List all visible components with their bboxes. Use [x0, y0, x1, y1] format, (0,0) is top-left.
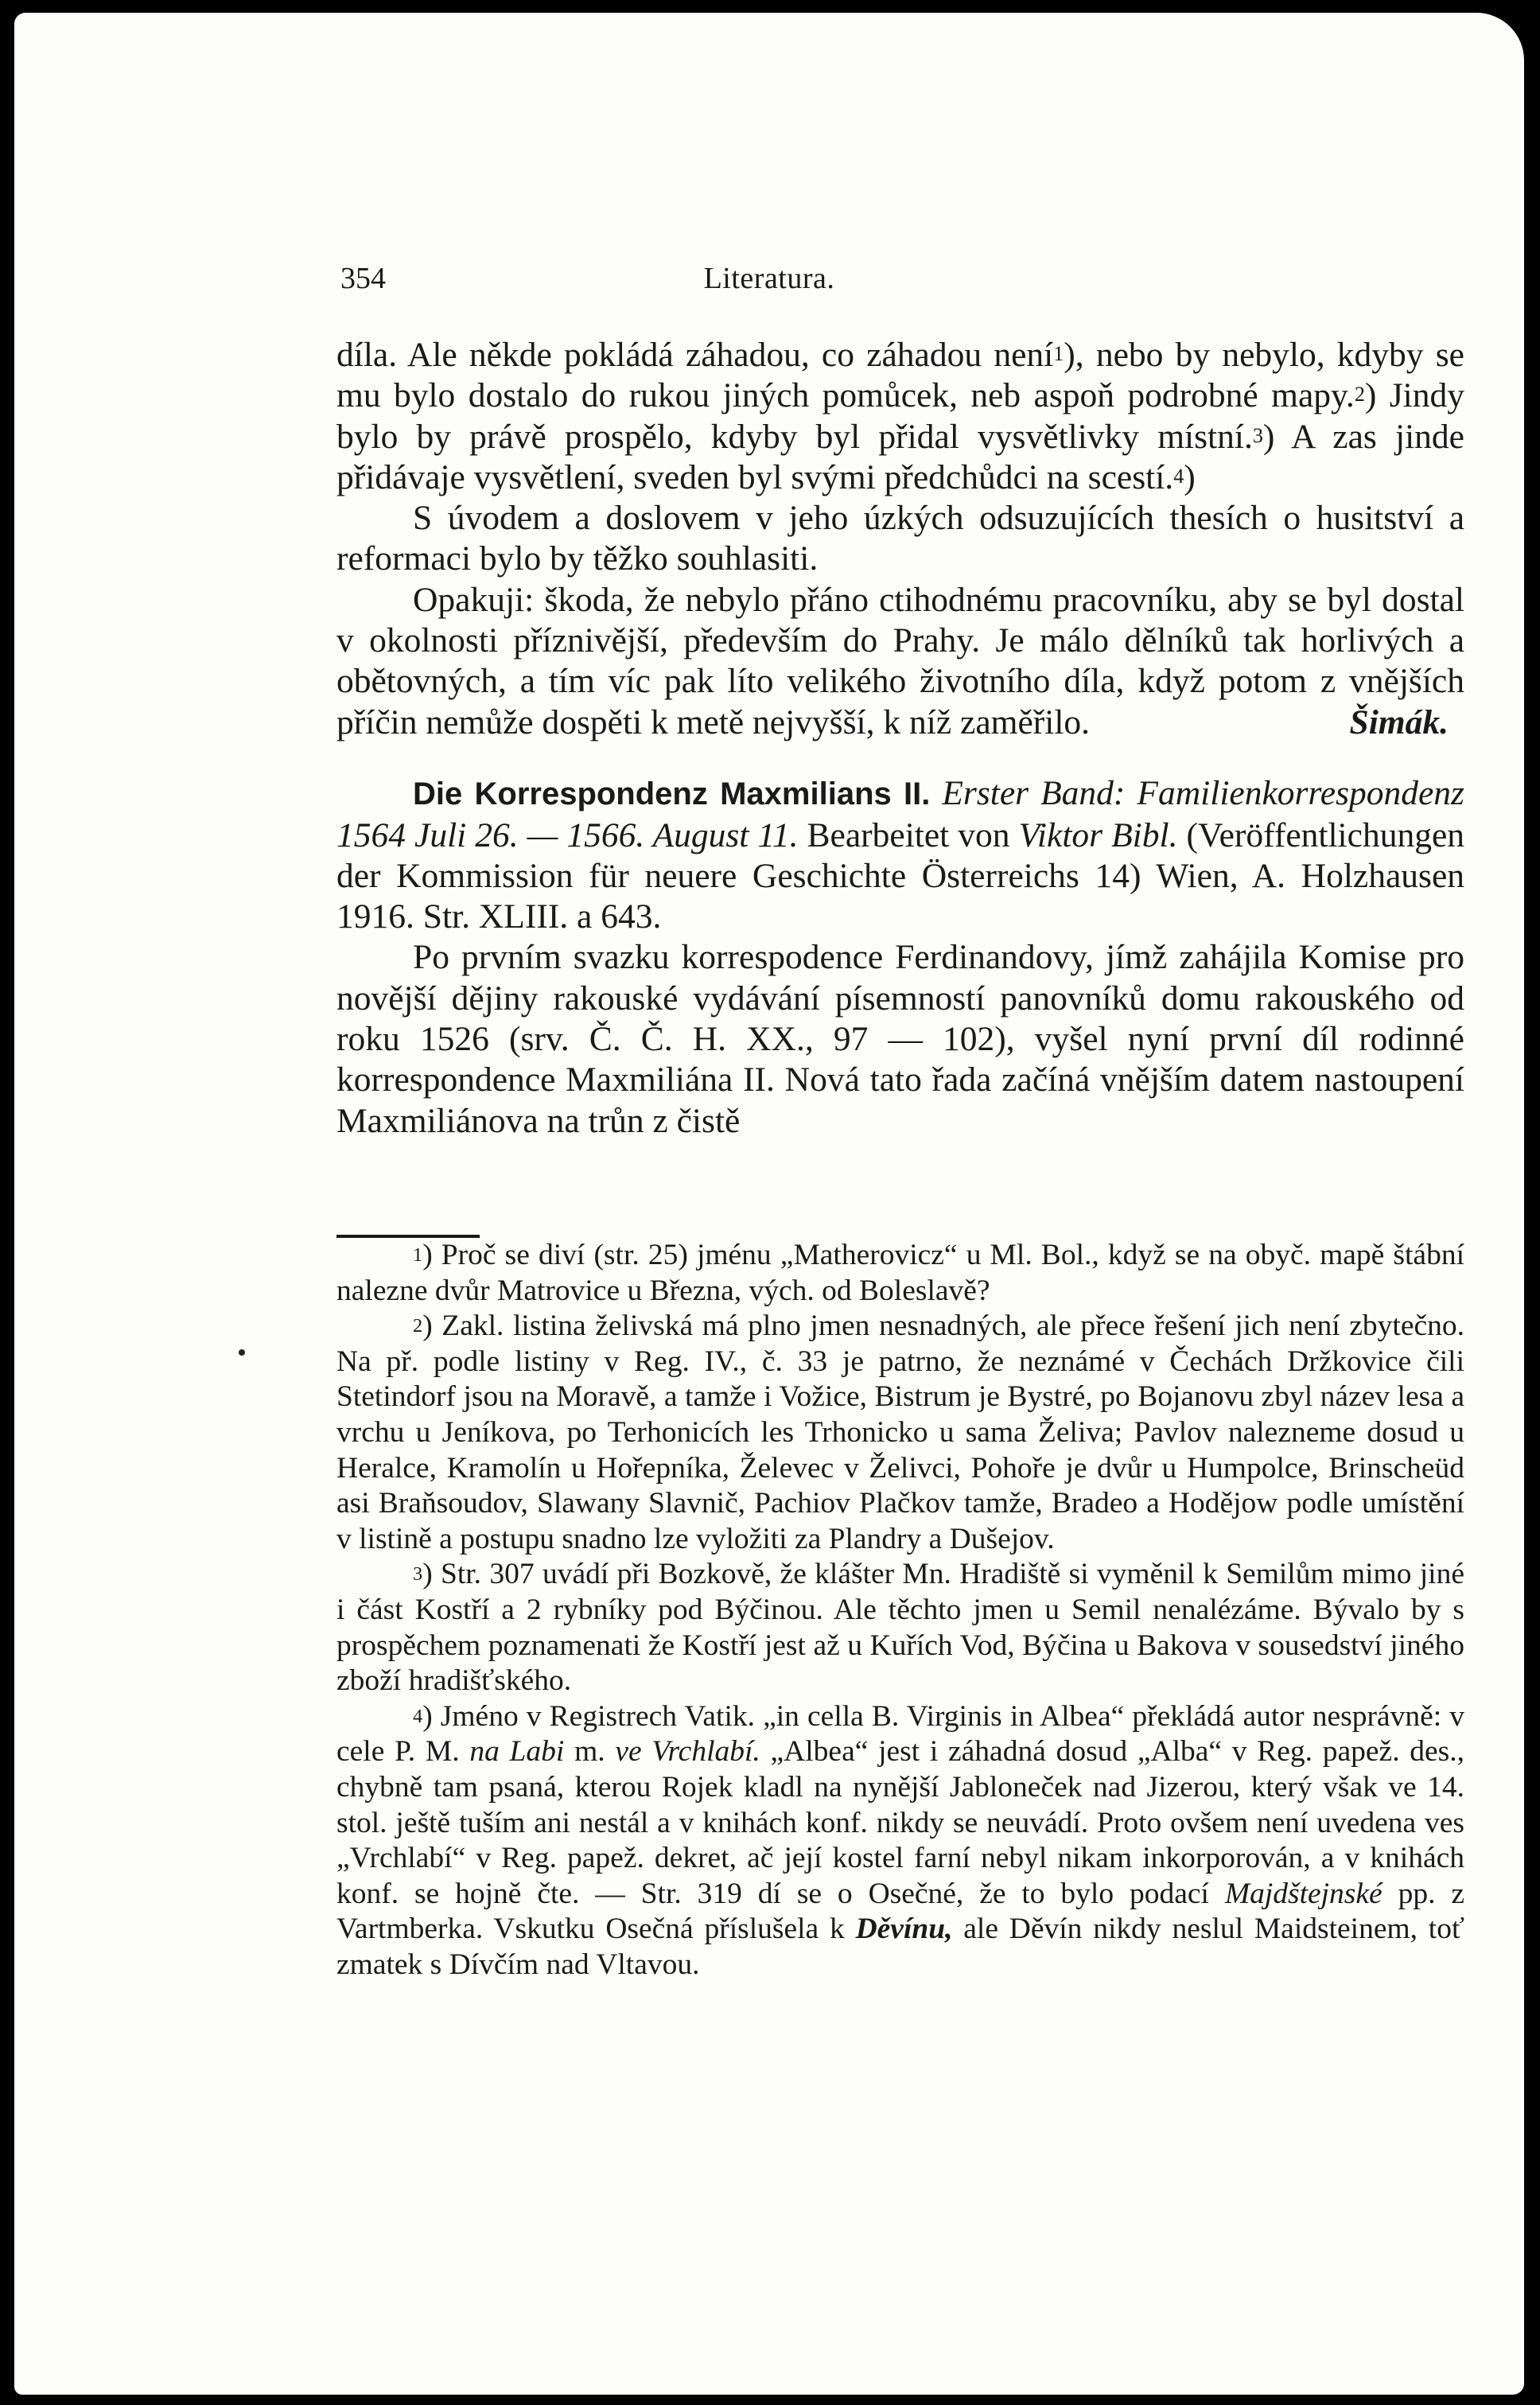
- footnote-text: ale Děvín nikdy neslul Maidsteinem, toť zmatek s Dívčím nad Vltavou.: [336, 1913, 1464, 1981]
- running-title: Literatura.: [703, 262, 835, 295]
- review-subtitle: Erster Band: Familienkorrespondenz 1564 Juli 26. — 1566. August 11.: [336, 774, 1464, 854]
- text-run: ): [1184, 457, 1196, 496]
- page: [14, 13, 1524, 2395]
- text-run: ), nebo by nebylo, kdyby se mu bylo dostalo do rukou jiných pomůcek, neb aspoň podrobné mapy.: [336, 336, 1464, 415]
- review-title: Die Korrespondenz Maxmilians II.: [413, 776, 931, 812]
- footnote-mark: 3: [413, 1563, 423, 1586]
- footnote: [336, 1699, 1464, 1983]
- footnote-italic: Děvínu,: [855, 1913, 953, 1946]
- page-number: 354: [340, 262, 386, 295]
- footnote-text: „Albea“ jest i záhadná dosud „Alba“ v Reg. papež. des., chybně tam psaná, kterou Rojek kladl na nynější Jabloneček nad Jizerou, který však ve 14. stol. ještě tuším ani nestál a v knihách konf. nikdy se neuvádí. Proto ovšem není uvedena ves „Vrchlabí“ v Reg. papež. dekret, ač její kostel farní nebyl nikam inkorporován, a v knihách konf. se hojně čte. — Str. 319 dí se o Osečné, že to bylo podací: [336, 1735, 1465, 1910]
- text-run: ) Jindy bylo by právě prospělo, kdyby byl přidal vysvětlivky místní.: [336, 376, 1464, 456]
- paragraph: S úvodem a doslovem v jeho úzkých odsuzujících thesích o husitství a reformaci bylo by těžko souhlasiti.: [336, 499, 1464, 578]
- footnote-ref: 4: [1173, 464, 1184, 488]
- footnote-mark: 4: [413, 1705, 423, 1727]
- footnote-text: ) Str. 307 uvádí při Bozkově, že klášter Mn. Hradiště si vyměnil k Semilům mimo jiné i část Kostří a 2 rybníky pod Býčinou. Ale těchto jmen u Semil nenalézáme. Bývalo by s prospěchem poznamenati že Kostří jest až u Kuřích Vod, Býčina u Bakova v sousedství jiného zboží hradišťského.: [336, 1558, 1464, 1698]
- paragraph: Opakuji: škoda, že nebylo přáno ctihodnému pracovníku, aby se byl dostal v okolnosti příznivější, především do Prahy. Je málo dělníků tak horlivých a obětovných, a tím víc pak líto velikého životního díla, když potom z vnějších příčin nemůže dospěti k metě nejvyšší, k níž zaměřilo.: [336, 580, 1464, 741]
- text-run: (Veröffentlichungen der Kommission für neuere Geschichte Österreichs 14) Wien, A. Holzhausen 1916. Str. XLIII. a 643.: [336, 815, 1465, 936]
- body-text: [336, 335, 1464, 1142]
- footnote-ref: 1: [1053, 342, 1064, 365]
- footnote-italic: Majdštejnské: [1224, 1877, 1382, 1910]
- signature: Šimák.: [1349, 702, 1449, 741]
- text-run: Bearbeitet von: [807, 815, 1010, 854]
- footnote-ref: 2: [1354, 383, 1365, 407]
- footnote: [336, 1238, 1464, 1309]
- footnote-text: ) Proč se diví (str. 25) jménu „Matherovicz“ u Ml. Bol., když se na obyč. mapě štábní nalezne dvůr Matrovice u Března, vých. od Boleslavě?: [336, 1239, 1464, 1307]
- footnote-text: m.: [574, 1735, 605, 1769]
- footnote-text: ) Jméno v Registrech Vatik. „in cella B. Virginis in Albea“ překládá autor nesprávně: v cele P. M.: [336, 1699, 1464, 1769]
- footnotes: [336, 1238, 1464, 1983]
- footnote-italic: na Labi: [469, 1735, 565, 1769]
- review-author: Viktor Bibl.: [1018, 815, 1178, 854]
- footnote-text: pp. z Vartmberka. Vskutku Osečná příslušela k: [336, 1877, 1464, 1946]
- footnote-text: ) Zakl. listina želivská má plno jmen nesnadných, ale přece řešení jich není zbytečno. Na př. podle listiny v Reg. IV., č. 33 je patrno, že neznámé v Čechách Držkovice čili Stetindorf jsou na Moravě, a tamže i Vožice, Bistrum je Bystré, po Bojanovu zbyl název lesa a vrchu u Jeníkova, po Terhonicích les Trhonicko u sama Želiva; Pavlov nalezneme dosud u Heralce, Kramolín u Hořepníka, Želevec v Želivci, Pohoře je dvůr u Humpolce, Brinscheüd asi Braňsoudov, Slawany Slavnič, Pachiov Plačkov tamže, Bradeo a Hodějow podle umístění v listině a postupu snadno lze vyložiti za Plandry a Dušejov.: [336, 1310, 1464, 1555]
- scan-speck: [239, 1349, 245, 1356]
- footnote-italic: ve Vrchlabí.: [615, 1735, 760, 1769]
- footnote-ref: 3: [1252, 423, 1263, 447]
- footnote: [336, 1309, 1464, 1557]
- review-heading: [336, 773, 1464, 937]
- footnote-mark: 1: [413, 1244, 423, 1266]
- paragraph: [336, 335, 1464, 498]
- paragraph: Po prvním svazku korrespodence Ferdinandovy, jímž zahájila Komise pro novější dějiny rakouské vydávání písemností panovníků domu rakouského od roku 1526 (srv. Č. Č. H. XX., 97 — 102), vyšel nyní první díl rodinné korrespondence Maxmiliána II. Nová tato řada začíná vnějším datem nastoupení Maxmiliánova na trůn z čistě: [336, 938, 1464, 1140]
- text-run: díla. Ale někde pokládá záhadou, co záhadou není: [336, 336, 1054, 374]
- text-run: ) A zas jinde přidávaje vysvětlení, sveden byl svými předchůdci na scestí.: [336, 417, 1464, 496]
- footnote: [336, 1557, 1464, 1699]
- footnote-mark: 2: [413, 1315, 423, 1337]
